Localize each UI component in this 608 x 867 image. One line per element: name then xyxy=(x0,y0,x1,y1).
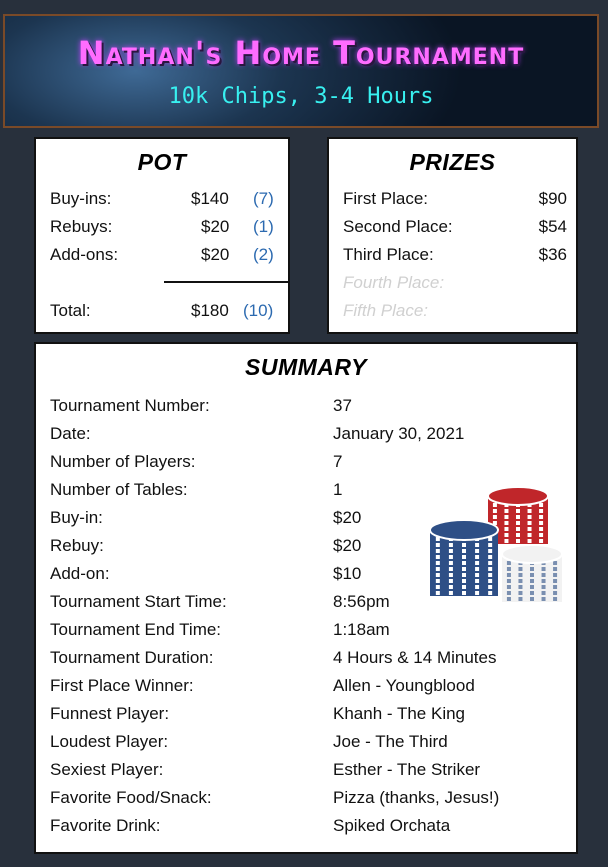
summary-label: Tournament Duration: xyxy=(50,648,214,667)
pot-total-count: (10) xyxy=(243,301,274,320)
summary-value: January 30, 2021 xyxy=(333,424,465,443)
summary-label: Number of Tables: xyxy=(50,480,188,499)
summary-value: Allen - Youngblood xyxy=(333,676,475,695)
prize-row-third xyxy=(343,241,567,269)
prize-label: Fourth Place: xyxy=(343,273,445,292)
summary-value: 4 Hours & 14 Minutes xyxy=(333,648,497,667)
summary-row xyxy=(50,700,570,728)
summary-title: SUMMARY xyxy=(245,354,367,380)
summary-label: Number of Players: xyxy=(50,452,196,471)
summary-value: Spiked Orchata xyxy=(333,816,451,835)
summary-label: Sexiest Player: xyxy=(50,760,164,779)
summary-row xyxy=(50,392,570,420)
prizes-card xyxy=(327,137,578,334)
summary-value: $20 xyxy=(333,536,362,555)
summary-value: 8:56pm xyxy=(333,592,390,611)
prize-row-fourth xyxy=(343,269,567,297)
header-banner xyxy=(3,14,599,128)
pot-total-divider xyxy=(164,281,288,283)
summary-value: 1 xyxy=(333,480,343,499)
summary-row xyxy=(50,616,570,644)
summary-label: Add-on: xyxy=(50,564,110,583)
summary-value: Khanh - The King xyxy=(333,704,465,723)
summary-label: Tournament Start Time: xyxy=(50,592,227,611)
prize-label: First Place: xyxy=(343,189,429,208)
pot-label: Add-ons: xyxy=(50,245,119,264)
summary-label: Buy-in: xyxy=(50,508,103,527)
summary-label: Favorite Food/Snack: xyxy=(50,788,212,807)
pot-label: Buy-ins: xyxy=(50,189,112,208)
prize-amount: $90 xyxy=(538,189,567,208)
summary-row xyxy=(50,672,570,700)
summary-row xyxy=(50,644,570,672)
summary-row xyxy=(50,420,570,448)
summary-label: Tournament Number: xyxy=(50,396,210,415)
summary-row xyxy=(50,812,570,840)
summary-card xyxy=(34,342,578,854)
prize-label: Fifth Place: xyxy=(343,301,429,320)
summary-value: Esther - The Striker xyxy=(333,760,481,779)
prize-amount: $54 xyxy=(538,217,567,236)
pot-label: Rebuys: xyxy=(50,217,113,236)
summary-value: 1:18am xyxy=(333,620,390,639)
pot-card xyxy=(34,137,290,334)
summary-value: 7 xyxy=(333,452,343,471)
pot-count: (7) xyxy=(253,189,274,208)
prize-row-fifth xyxy=(343,297,567,325)
summary-value: Pizza (thanks, Jesus!) xyxy=(333,788,500,807)
summary-row xyxy=(50,784,570,812)
pot-total-amount: $180 xyxy=(191,301,229,320)
prize-row-first xyxy=(343,185,567,213)
prize-label: Third Place: xyxy=(343,245,434,264)
page-title: Nathan's Home Tournament xyxy=(77,34,525,72)
prize-row-second xyxy=(343,213,567,241)
poker-chips-image xyxy=(426,468,566,608)
pot-amount: $20 xyxy=(201,245,230,264)
pot-total-label: Total: xyxy=(50,301,91,320)
summary-value: 37 xyxy=(333,396,352,415)
pot-count: (1) xyxy=(253,217,274,236)
summary-label: Tournament End Time: xyxy=(50,620,222,639)
summary-row xyxy=(50,756,570,784)
summary-label: Funnest Player: xyxy=(50,704,170,723)
summary-label: Date: xyxy=(50,424,91,443)
pot-title: POT xyxy=(137,149,187,175)
pot-amount: $140 xyxy=(191,189,229,208)
summary-label: First Place Winner: xyxy=(50,676,194,695)
summary-label: Loudest Player: xyxy=(50,732,169,751)
prize-amount: $36 xyxy=(538,245,567,264)
summary-value: $20 xyxy=(333,508,362,527)
pot-amount: $20 xyxy=(201,217,230,236)
prizes-title: PRIZES xyxy=(409,149,496,175)
summary-value: $10 xyxy=(333,564,362,583)
summary-row xyxy=(50,728,570,756)
summary-label: Favorite Drink: xyxy=(50,816,161,835)
page-subtitle: 10k Chips, 3-4 Hours xyxy=(168,84,434,109)
prize-label: Second Place: xyxy=(343,217,453,236)
summary-label: Rebuy: xyxy=(50,536,104,555)
summary-value: Joe - The Third xyxy=(333,732,448,751)
pot-count: (2) xyxy=(253,245,274,264)
